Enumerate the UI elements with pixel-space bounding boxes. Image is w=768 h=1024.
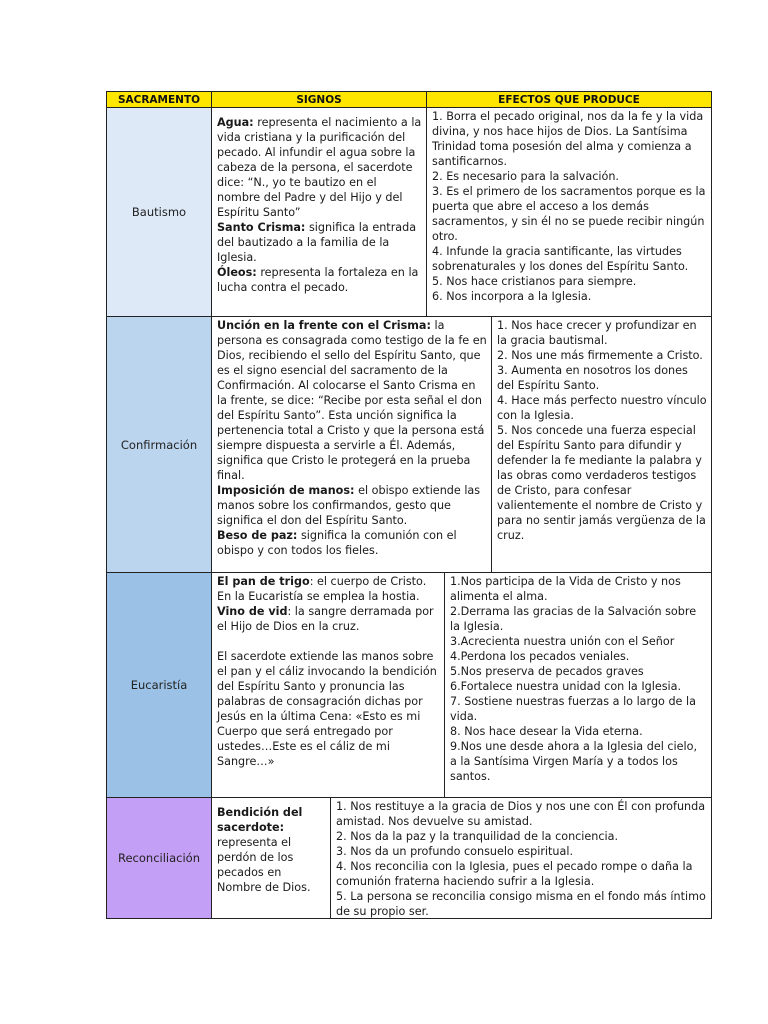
efecto-item: 2.Derrama las gracias de la Salvación sobre la Iglesia. (450, 605, 697, 633)
signo-agua-text: representa el nacimiento a la vida cristiana y la purificación del pecado. Al infundir el agua sobre la cabeza de la persona, el sacerdote dice: “N., yo te bautizo en el nombre del Padre y del Hijo y del Espíritu Santo” (217, 116, 422, 219)
signo-crisma-label: Santo Crisma: (217, 221, 306, 234)
sacramento-reconciliacion: Reconciliación (106, 798, 212, 919)
signo-oleos-text: representa la fortaleza en la lucha contra el pecado. (217, 266, 419, 294)
efecto-item: 6.Fortalece nuestra unidad con la Iglesia. (450, 680, 682, 693)
signo-vino-text: : la sangre derramada por el Hijo de Dios en la cruz. (217, 605, 434, 633)
header-sacramento: SACRAMENTO (106, 91, 212, 108)
efectos-bautismo (427, 108, 712, 317)
signo-vino-label: Vino de vid (217, 605, 288, 618)
efecto-item: 4.Perdona los pecados veniales. (450, 650, 630, 663)
efecto-item: 2. Nos une más firmemente a Cristo. (497, 349, 703, 362)
efecto-item: 2. Es necesario para la salvación. (432, 170, 619, 183)
signo-agua-label: Agua: (217, 116, 254, 129)
row-bautismo (106, 108, 712, 317)
signo-pan-text: : el cuerpo de Cristo. En la Eucaristía se emplea la hostia. (217, 575, 427, 603)
efecto-item: 7. Sostiene nuestras fuerzas a lo largo de la vida. (450, 695, 696, 723)
signo-pan-label: El pan de trigo (217, 575, 310, 588)
efecto-item: 1. Borra el pecado original, nos da la fe y la vida divina, y nos hace hijos de Dios. La Santísima Trinidad toma posesión del alma y comienza a santificarnos. (432, 110, 704, 168)
efecto-item: 2. Nos da la paz y la tranquilidad de la conciencia. (336, 830, 619, 843)
row-reconciliacion (106, 798, 712, 919)
efectos-confirmacion (492, 317, 712, 573)
signo-beso-text: significa la comunión con el obispo y con todos los fieles. (217, 529, 457, 557)
sacramento-eucaristia: Eucaristía (106, 573, 212, 798)
header-signos: SIGNOS (212, 91, 427, 108)
sacramento-bautismo: Bautismo (106, 108, 212, 317)
row-eucaristia (106, 573, 712, 798)
signo-bendicion-text: representa el perdón de los pecados en Nombre de Dios. (217, 836, 311, 894)
efecto-item: 4. Infunde la gracia santificante, las virtudes sobrenaturales y los dones del Espíritu Santo. (432, 245, 689, 273)
signo-imposicion-text: el obispo extiende las manos sobre los confirmandos, gesto que significa el don del Espíritu Santo. (217, 484, 481, 527)
efecto-item: 5. La persona se reconcilia consigo misma en el fondo más íntimo de su propio ser. (336, 890, 706, 918)
efectos-eucaristia (445, 573, 712, 798)
signos-eucaristia (212, 573, 445, 798)
efecto-item: 3.Acrecienta nuestra unión con el Señor (450, 635, 675, 648)
signo-bendicion-label: Bendición del sacerdote: (217, 806, 303, 834)
efecto-item: 3. Es el primero de los sacramentos porque es la puerta que abre el acceso a los demás sacramentos, y sin él no se puede recibir ningún otro. (432, 185, 706, 243)
efecto-item: 1.Nos participa de la Vida de Cristo y nos alimenta el alma. (450, 575, 681, 603)
efecto-item: 5. Nos concede una fuerza especial del Espíritu Santo para difundir y defender la fe mediante la palabra y las obras como verdaderos testigos de Cristo, para confesar valientemente el nombre de Cristo y para no sentir jamás vergüenza de la cruz. (497, 424, 706, 542)
signos-bautismo (212, 108, 427, 317)
header-efectos: EFECTOS QUE PRODUCE (427, 91, 712, 108)
efecto-item: 4. Hace más perfecto nuestro vínculo con la Iglesia. (497, 394, 707, 422)
efecto-item: 5.Nos preserva de pecados graves (450, 665, 644, 678)
efecto-item: 4. Nos reconcilia con la Iglesia, pues el pecado rompe o daña la comunión fraterna haciendo sufrir a la Iglesia. (336, 860, 693, 888)
efecto-item: 3. Aumenta en nosotros los dones del Espíritu Santo. (497, 364, 688, 392)
signo-oleos-label: Óleos: (217, 266, 257, 279)
efecto-item: 9.Nos une desde ahora a la Iglesia del cielo, a la Santísima Virgen María y a todos los santos. (450, 740, 698, 783)
signos-reconciliacion (212, 798, 331, 919)
efecto-item: 8. Nos hace desear la Vida eterna. (450, 725, 643, 738)
signo-beso-label: Beso de paz: (217, 529, 298, 542)
sacramento-confirmacion: Confirmación (106, 317, 212, 573)
signo-uncion-label: Unción en la frente con el Crisma: (217, 319, 431, 332)
signo-sacerdote-text: El sacerdote extiende las manos sobre el pan y el cáliz invocando la bendición del Espíritu Santo y pronuncia las palabras de consagración dichas por Jesús en la última Cena: «Esto es mi Cuerpo que será entregado por ustedes…Este es el cáliz de mi Sangre…» (217, 650, 437, 768)
efectos-reconciliacion (331, 798, 712, 919)
efecto-item: 1. Nos hace crecer y profundizar en la gracia bautismal. (497, 319, 697, 347)
efecto-item: 5. Nos hace cristianos para siempre. (432, 275, 637, 288)
signo-imposicion-label: Imposición de manos: (217, 484, 355, 497)
row-confirmacion (106, 317, 712, 573)
efecto-item: 1. Nos restituye a la gracia de Dios y nos une con Él con profunda amistad. Nos devuelve su amistad. (336, 800, 706, 828)
signos-confirmacion (212, 317, 492, 573)
table-header-row (106, 91, 712, 108)
signo-uncion-text: la persona es consagrada como testigo de la fe en Dios, recibiendo el sello del Espíritu Santo, que es el signo esencial del sacramento de la Confirmación. Al colocarse el Santo Crisma en la frente, se dice: “Recibe por esta señal el don del Espíritu Santo”. Esta unción significa la pertenencia total a Cristo y que la persona está siempre dispuesta a servirle a Él. Además, significa que Cristo le protegerá en la prueba final. (217, 319, 487, 482)
efecto-item: 3. Nos da un profundo consuelo espiritual. (336, 845, 574, 858)
efecto-item: 6. Nos incorpora a la Iglesia. (432, 290, 592, 303)
signo-crisma-text: significa la entrada del bautizado a la familia de la Iglesia. (217, 221, 417, 264)
